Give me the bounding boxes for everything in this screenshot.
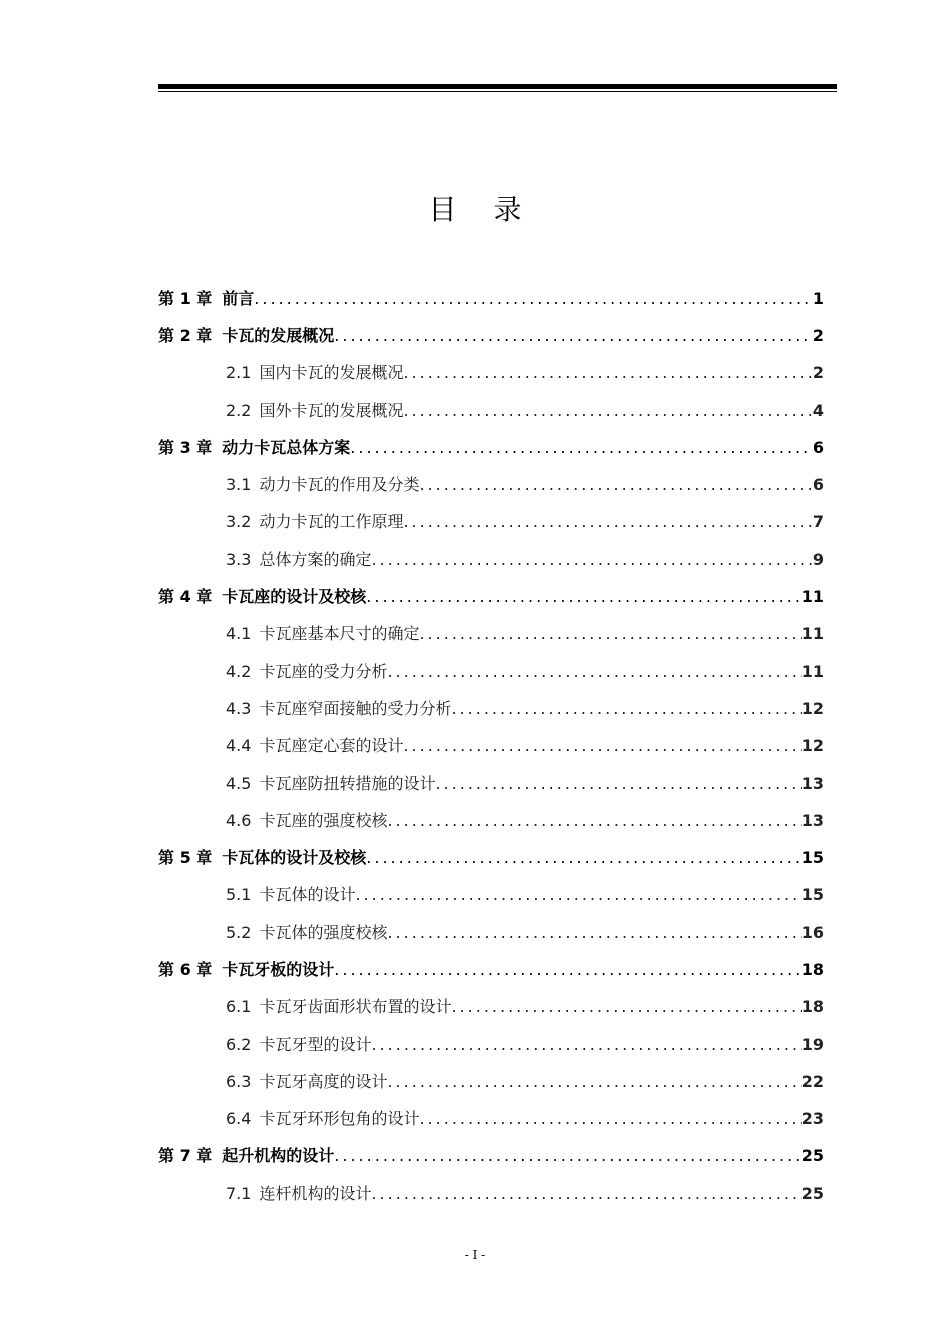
toc-section-entry[interactable] [158,1101,824,1138]
toc-section-entry[interactable] [158,1063,824,1100]
toc-section-entry[interactable] [158,765,824,802]
toc-entry-title: 国外卡瓦的发展概况 [259,400,404,420]
toc-section-entry[interactable] [158,989,824,1026]
toc-section-entry[interactable] [158,355,824,392]
toc-entry-number: 3.1 [226,475,252,495]
toc-section-entry[interactable] [158,690,824,727]
toc-entry-number: 5.1 [226,885,252,905]
toc-section-entry[interactable] [158,877,824,914]
toc-leader-dots [403,736,801,756]
toc-leader-dots [371,1184,801,1204]
toc-entry-number: 6.4 [226,1109,252,1129]
toc-entry-title: 卡瓦座的设计及校核 [222,587,367,607]
toc-entry-page-number: 11 [801,587,824,607]
toc-leader-dots [366,848,801,868]
toc-entry-title: 动力卡瓦的工作原理 [259,512,404,532]
toc-entry-title: 卡瓦座基本尺寸的确定 [259,624,420,644]
toc-entry-title: 卡瓦牙环形包角的设计 [259,1109,420,1129]
toc-leader-dots [403,363,812,383]
toc-entry-number: 4.5 [226,773,252,793]
toc-entry-page-number: 11 [801,661,824,681]
toc-leader-dots [387,662,801,682]
toc-entry-title: 动力卡瓦总体方案 [222,437,351,457]
page-number-footer: - I - [464,1248,486,1262]
header-rule-thin [158,91,837,92]
toc-entry-number: 4.1 [226,624,252,644]
toc-entry-title: 卡瓦体的设计 [259,885,356,905]
header-rule-thick [158,84,837,89]
toc-entry-number: 4.2 [226,661,252,681]
toc-entry-title: 前言 [222,288,255,308]
toc-leader-dots [419,1109,801,1129]
toc-section-entry[interactable] [158,653,824,690]
toc-section-entry[interactable] [158,466,824,503]
toc-entry-page-number: 15 [801,848,824,868]
toc-section-entry[interactable] [158,541,824,578]
toc-entry-title: 卡瓦的发展概况 [222,325,335,345]
toc-entry-page-number: 2 [812,363,824,383]
toc-entry-number: 第 4 章 [158,587,213,607]
toc-leader-dots [371,1035,801,1055]
toc-entry-page-number: 25 [801,1146,824,1166]
toc-leader-dots [451,699,801,719]
toc-section-entry[interactable] [158,914,824,951]
toc-leader-dots [419,624,801,644]
toc-leader-dots [387,811,801,831]
toc-entry-number: 第 7 章 [158,1146,213,1166]
toc-chapter-entry[interactable] [158,578,824,615]
toc-entry-number: 第 5 章 [158,848,213,868]
toc-leader-dots [371,550,812,570]
toc-entry-page-number: 23 [801,1109,824,1129]
toc-section-entry[interactable] [158,616,824,653]
toc-section-entry[interactable] [158,1026,824,1063]
toc-entry-page-number: 13 [801,810,824,830]
toc-chapter-entry[interactable] [158,839,824,876]
toc-section-entry[interactable] [158,1175,824,1212]
toc-entry-page-number: 15 [801,885,824,905]
table-of-contents [158,280,824,1212]
toc-entry-page-number: 12 [801,698,824,718]
toc-entry-number: 7.1 [226,1183,252,1203]
toc-entry-number: 6.3 [226,1071,252,1091]
toc-entry-page-number: 9 [812,549,824,569]
toc-entry-title: 连杆机构的设计 [259,1183,372,1203]
toc-leader-dots [254,289,813,309]
toc-leader-dots [419,475,812,495]
toc-leader-dots [334,1146,801,1166]
toc-entry-page-number: 25 [801,1183,824,1203]
toc-entry-number: 5.2 [226,922,252,942]
toc-chapter-entry[interactable] [158,951,824,988]
toc-chapter-entry[interactable] [158,1138,824,1175]
toc-leader-dots [435,774,801,794]
toc-entry-page-number: 12 [801,736,824,756]
toc-entry-number: 第 6 章 [158,959,213,979]
toc-leader-dots [355,885,801,905]
toc-entry-page-number: 4 [812,400,824,420]
toc-entry-page-number: 18 [801,997,824,1017]
toc-leader-dots [403,512,812,532]
toc-entry-number: 2.2 [226,400,252,420]
toc-entry-number: 6.2 [226,1034,252,1054]
toc-entry-title: 卡瓦牙齿面形状布置的设计 [259,997,452,1017]
toc-leader-dots [366,587,801,607]
toc-entry-page-number: 13 [801,773,824,793]
toc-entry-number: 3.3 [226,549,252,569]
toc-entry-title: 国内卡瓦的发展概况 [259,363,404,383]
toc-leader-dots [387,1072,801,1092]
toc-chapter-entry[interactable] [158,280,824,317]
toc-entry-number: 第 2 章 [158,325,213,345]
toc-entry-number: 4.4 [226,736,252,756]
toc-entry-title: 起升机构的设计 [222,1146,335,1166]
toc-entry-number: 第 3 章 [158,437,213,457]
toc-entry-page-number: 11 [801,624,824,644]
toc-entry-title: 卡瓦体的强度校核 [259,922,388,942]
toc-section-entry[interactable] [158,802,824,839]
toc-leader-dots [387,923,801,943]
toc-title: 目 录 [428,193,536,226]
toc-leader-dots [350,438,813,458]
toc-entry-title: 卡瓦牙型的设计 [259,1034,372,1054]
toc-entry-number: 4.6 [226,810,252,830]
toc-entry-title: 卡瓦座的强度校核 [259,810,388,830]
toc-entry-page-number: 7 [812,512,824,532]
toc-entry-title: 动力卡瓦的作用及分类 [259,475,420,495]
toc-section-entry[interactable] [158,392,824,429]
toc-chapter-entry[interactable] [158,317,824,354]
toc-entry-number: 4.3 [226,698,252,718]
toc-section-entry[interactable] [158,728,824,765]
toc-entry-title: 卡瓦座防扭转措施的设计 [259,773,436,793]
toc-entry-title: 卡瓦体的设计及校核 [222,848,367,868]
toc-entry-title: 卡瓦座定心套的设计 [259,736,404,756]
toc-entry-title: 总体方案的确定 [259,549,372,569]
toc-entry-page-number: 19 [801,1034,824,1054]
toc-entry-title: 卡瓦座的受力分析 [259,661,388,681]
toc-entry-number: 第 1 章 [158,288,213,308]
toc-entry-title: 卡瓦牙板的设计 [222,959,335,979]
toc-entry-number: 2.1 [226,363,252,383]
toc-leader-dots [334,326,813,346]
toc-leader-dots [451,997,801,1017]
toc-leader-dots [334,960,801,980]
toc-entry-page-number: 16 [801,922,824,942]
toc-entry-page-number: 2 [812,325,824,345]
toc-section-entry[interactable] [158,504,824,541]
toc-entry-page-number: 6 [812,475,824,495]
toc-chapter-entry[interactable] [158,429,824,466]
toc-entry-title: 卡瓦牙高度的设计 [259,1071,388,1091]
toc-entry-page-number: 18 [801,959,824,979]
toc-entry-number: 6.1 [226,997,252,1017]
toc-entry-page-number: 22 [801,1071,824,1091]
toc-leader-dots [403,401,812,421]
toc-entry-page-number: 1 [812,288,824,308]
toc-entry-number: 3.2 [226,512,252,532]
toc-entry-title: 卡瓦座窄面接触的受力分析 [259,698,452,718]
toc-entry-page-number: 6 [812,437,824,457]
